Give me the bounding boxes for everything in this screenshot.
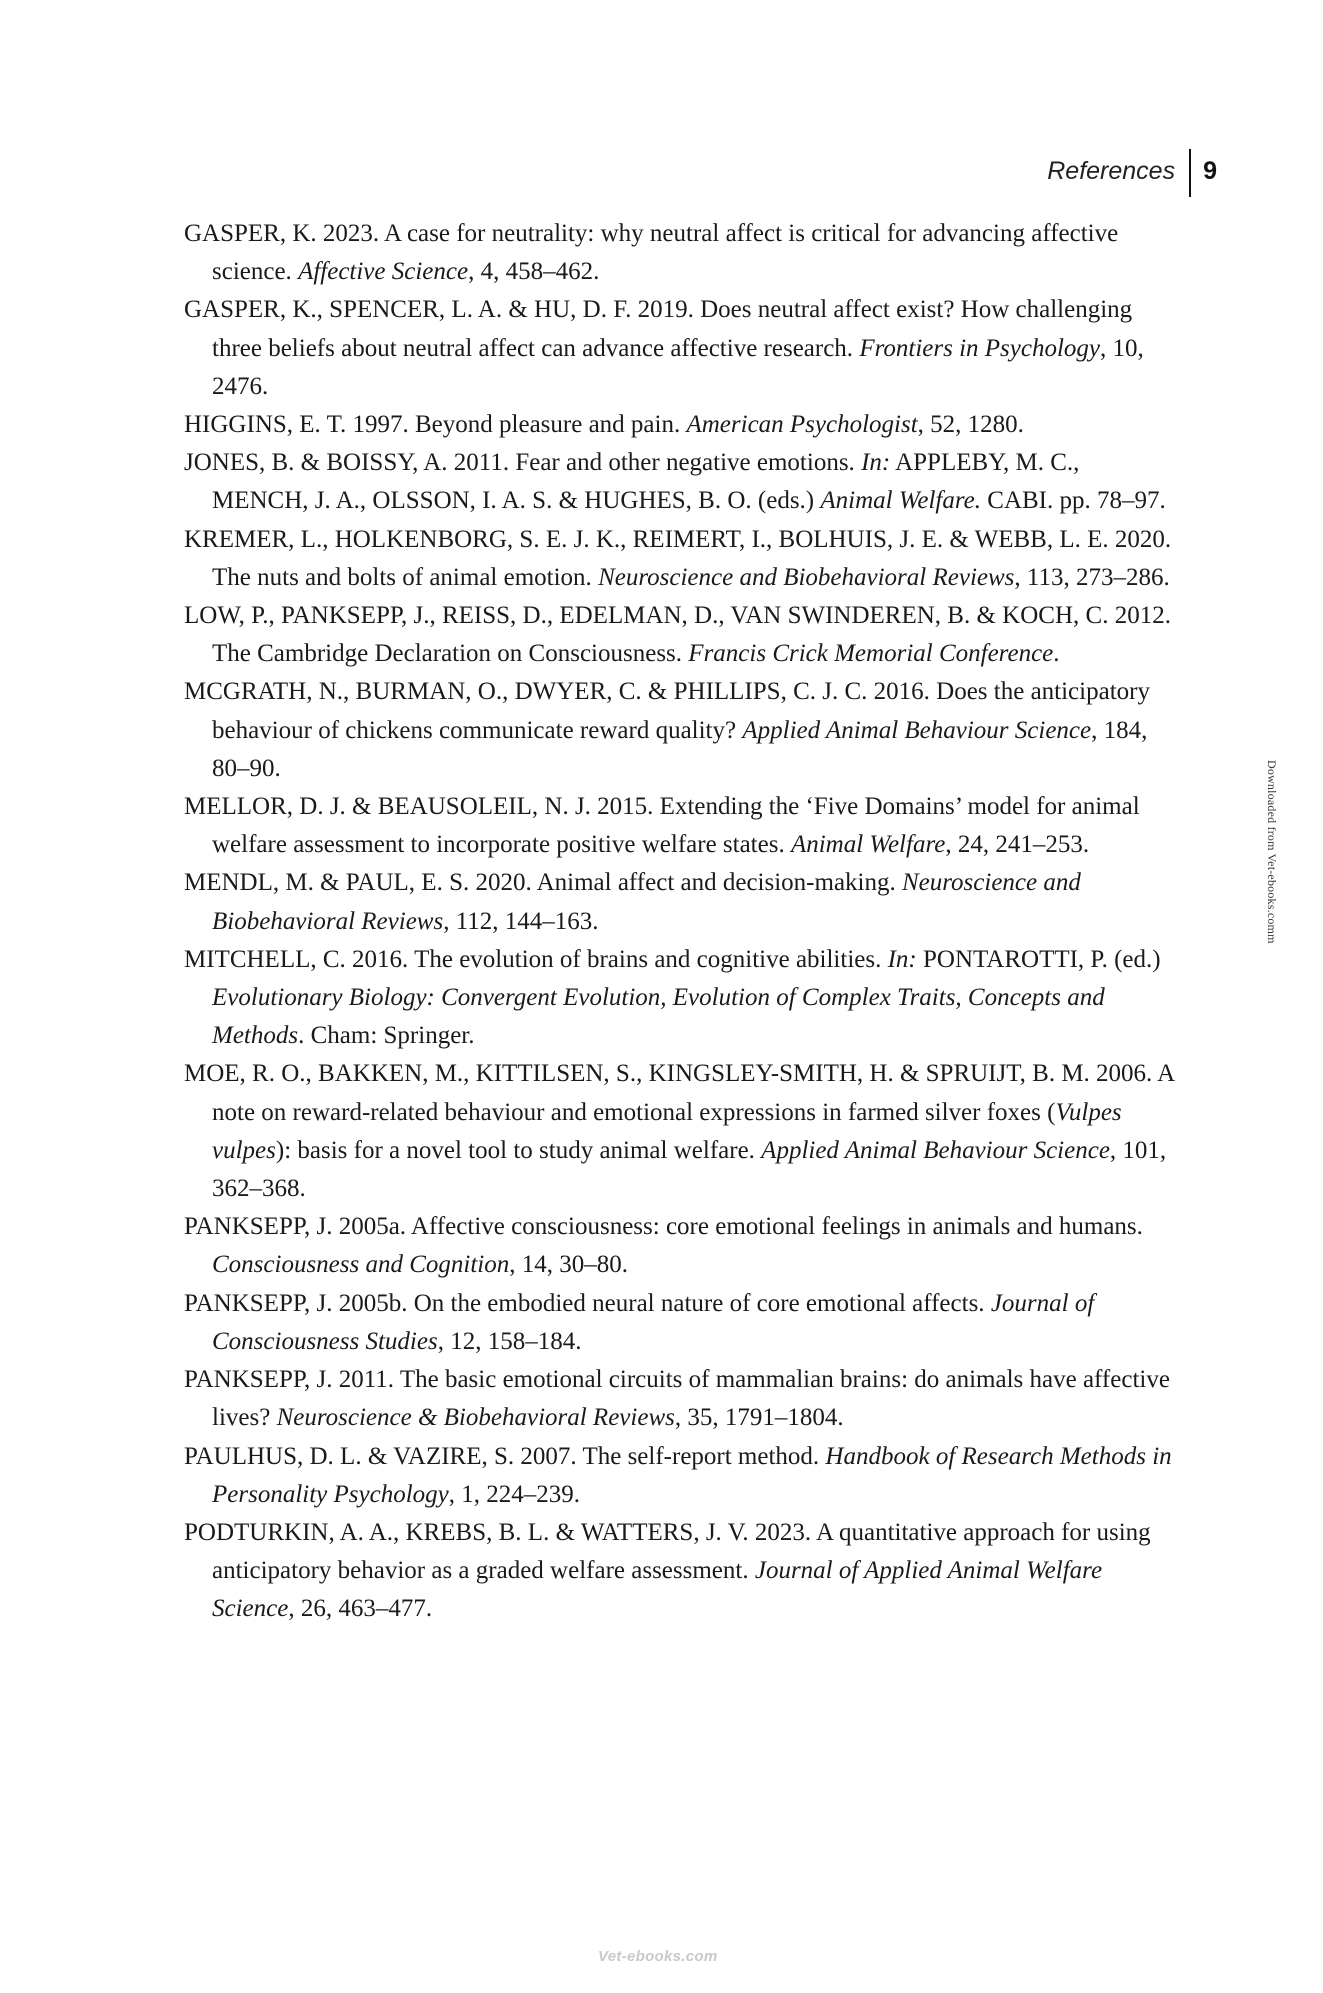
reference-italic-text: Neuroscience and Biobehavioral Reviews: [598, 563, 1015, 591]
reference-italic-text: In:: [861, 449, 891, 477]
reference-text: ): basis for a novel tool to study animal welfare.: [275, 1136, 762, 1164]
reference-entry: [184, 1208, 1174, 1284]
reference-italic-text: Frontiers in Psychology: [859, 334, 1101, 362]
reference-text: HIGGINS, E. T. 1997. Beyond pleasure and pain.: [184, 411, 687, 439]
reference-entry: [184, 406, 1174, 444]
reference-italic-text: Neuroscience and Biobehavioral Reviews: [212, 869, 1081, 935]
reference-text: PANKSEPP, J. 2005b. On the embodied neural nature of core emotional affects.: [184, 1289, 991, 1317]
reference-entry: [184, 941, 1174, 1056]
reference-text: CABI. pp. 78–97.: [981, 487, 1166, 515]
reference-text: MELLOR, D. J. & BEAUSOLEIL, N. J. 2015. Extending the ‘Five Domains’ model for animal welfare assessment to incorporate positive welfare states.: [184, 793, 1140, 859]
reference-italic-text: American Psychologist: [686, 411, 918, 439]
reference-entry: [184, 673, 1174, 788]
reference-italic-text: Animal Welfare: [790, 831, 946, 859]
reference-italic-text: Evolutionary Biology: Convergent Evolution, Evolution of Complex Traits, Concepts and Methods: [212, 984, 1105, 1050]
reference-text: , 10, 2476.: [212, 334, 1144, 400]
reference-text: KREMER, L., HOLKENBORG, S. E. J. K., REIMERT, I., BOLHUIS, J. E. & WEBB, L. E. 2020. The nuts and bolts of animal emotion.: [184, 525, 1172, 591]
reference-text: APPLEBY, M. C., MENCH, J. A., OLSSON, I. A. S. & HUGHES, B. O. (eds.): [212, 449, 1080, 515]
reference-italic-text: Animal Welfare.: [820, 487, 982, 515]
reference-entry: [184, 1285, 1174, 1361]
reference-text: PANKSEPP, J. 2011. The basic emotional circuits of mammalian brains: do animals have affective lives?: [184, 1366, 1170, 1432]
reference-text: , 14, 30–80.: [509, 1251, 628, 1279]
reference-entry: [184, 1055, 1174, 1208]
reference-text: PODTURKIN, A. A., KREBS, B. L. & WATTERS, J. V. 2023. A quantitative approach for using anticipatory behavior as a graded welfare assessment.: [184, 1518, 1151, 1585]
reference-entry: [184, 1514, 1174, 1629]
reference-text: , 4, 458–462.: [468, 258, 600, 286]
reference-text: , 101, 362–368.: [212, 1136, 1167, 1203]
reference-italic-text: Vulpes vulpes: [212, 1098, 1122, 1164]
reference-text: , 1, 224–239.: [448, 1480, 580, 1508]
reference-text: MITCHELL, C. 2016. The evolution of brains and cognitive abilities.: [184, 945, 888, 973]
reference-text: .: [1053, 640, 1060, 668]
reference-text: , 35, 1791–1804.: [674, 1404, 844, 1432]
reference-entry: [184, 291, 1174, 406]
reference-italic-text: Francis Crick Memorial Conference: [688, 640, 1054, 668]
reference-text: , 24, 241–253.: [945, 831, 1090, 859]
reference-italic-text: In:: [887, 945, 917, 973]
reference-text: , 184, 80–90.: [212, 716, 1148, 782]
reference-list: [184, 215, 1174, 1629]
reference-italic-text: Consciousness and Cognition: [212, 1251, 510, 1279]
reference-text: , 112, 144–163.: [443, 907, 599, 935]
reference-entry: [184, 788, 1174, 864]
reference-entry: [184, 597, 1174, 673]
reference-text: MOE, R. O., BAKKEN, M., KITTILSEN, S., KINGSLEY-SMITH, H. & SPRUIJT, B. M. 2006. A note on reward-related behaviour and emotional expressions in farmed silver foxes (: [184, 1060, 1174, 1126]
reference-italic-text: Applied Animal Behaviour Science: [761, 1136, 1110, 1164]
reference-italic-text: Neuroscience & Biobehavioral Reviews: [276, 1404, 675, 1432]
reference-text: JONES, B. & BOISSY, A. 2011. Fear and other negative emotions.: [184, 449, 862, 477]
reference-text: PONTAROTTI, P. (ed.): [916, 945, 1161, 973]
reference-text: PANKSEPP, J. 2005a. Affective consciousness: core emotional feelings in animals and humans.: [184, 1213, 1143, 1241]
reference-text: . Cham: Springer.: [298, 1022, 475, 1050]
footer-logo: Vet-ebooks.com: [598, 1948, 718, 1965]
reference-text: , 113, 273–286.: [1014, 563, 1170, 591]
reference-italic-text: Journal of Applied Animal Welfare Science: [212, 1557, 1103, 1623]
reference-entry: [184, 215, 1174, 291]
reference-italic-text: Affective Science: [298, 258, 469, 286]
reference-text: , 12, 158–184.: [437, 1327, 582, 1355]
reference-entry: [184, 864, 1174, 940]
reference-text: , 52, 1280.: [917, 411, 1024, 439]
page-number: 9: [1203, 157, 1217, 185]
reference-italic-text: Journal of Consciousness Studies: [212, 1289, 1095, 1355]
reference-text: LOW, P., PANKSEPP, J., REISS, D., EDELMAN, D., VAN SWINDEREN, B. & KOCH, C. 2012. The Cambridge Declaration on Consciousness.: [184, 602, 1171, 668]
reference-italic-text: Handbook of Research Methods in Personality Psychology: [212, 1442, 1172, 1508]
reference-italic-text: Applied Animal Behaviour Science: [742, 716, 1092, 744]
reference-text: PAULHUS, D. L. & VAZIRE, S. 2007. The self-report method.: [184, 1442, 826, 1470]
reference-entry: [184, 444, 1174, 520]
reference-text: MCGRATH, N., BURMAN, O., DWYER, C. & PHILLIPS, C. J. C. 2016. Does the anticipatory behaviour of chickens communicate reward quality?: [184, 678, 1150, 744]
reference-entry: [184, 1361, 1174, 1437]
running-head: [1047, 145, 1217, 197]
reference-text: GASPER, K., SPENCER, L. A. & HU, D. F. 2019. Does neutral affect exist? How challenging three beliefs about neutral affect can advance affective research.: [184, 296, 1133, 362]
reference-entry: [184, 1438, 1174, 1514]
running-head-section: References: [1047, 157, 1176, 185]
reference-text: MENDL, M. & PAUL, E. S. 2020. Animal affect and decision-making.: [184, 869, 902, 897]
reference-text: GASPER, K. 2023. A case for neutrality: why neutral affect is critical for advancing affective science.: [184, 220, 1119, 286]
download-watermark: Downloaded from Vet-ebooks.comm: [1265, 760, 1279, 944]
reference-entry: [184, 521, 1174, 597]
reference-text: , 26, 463–477.: [288, 1595, 433, 1623]
